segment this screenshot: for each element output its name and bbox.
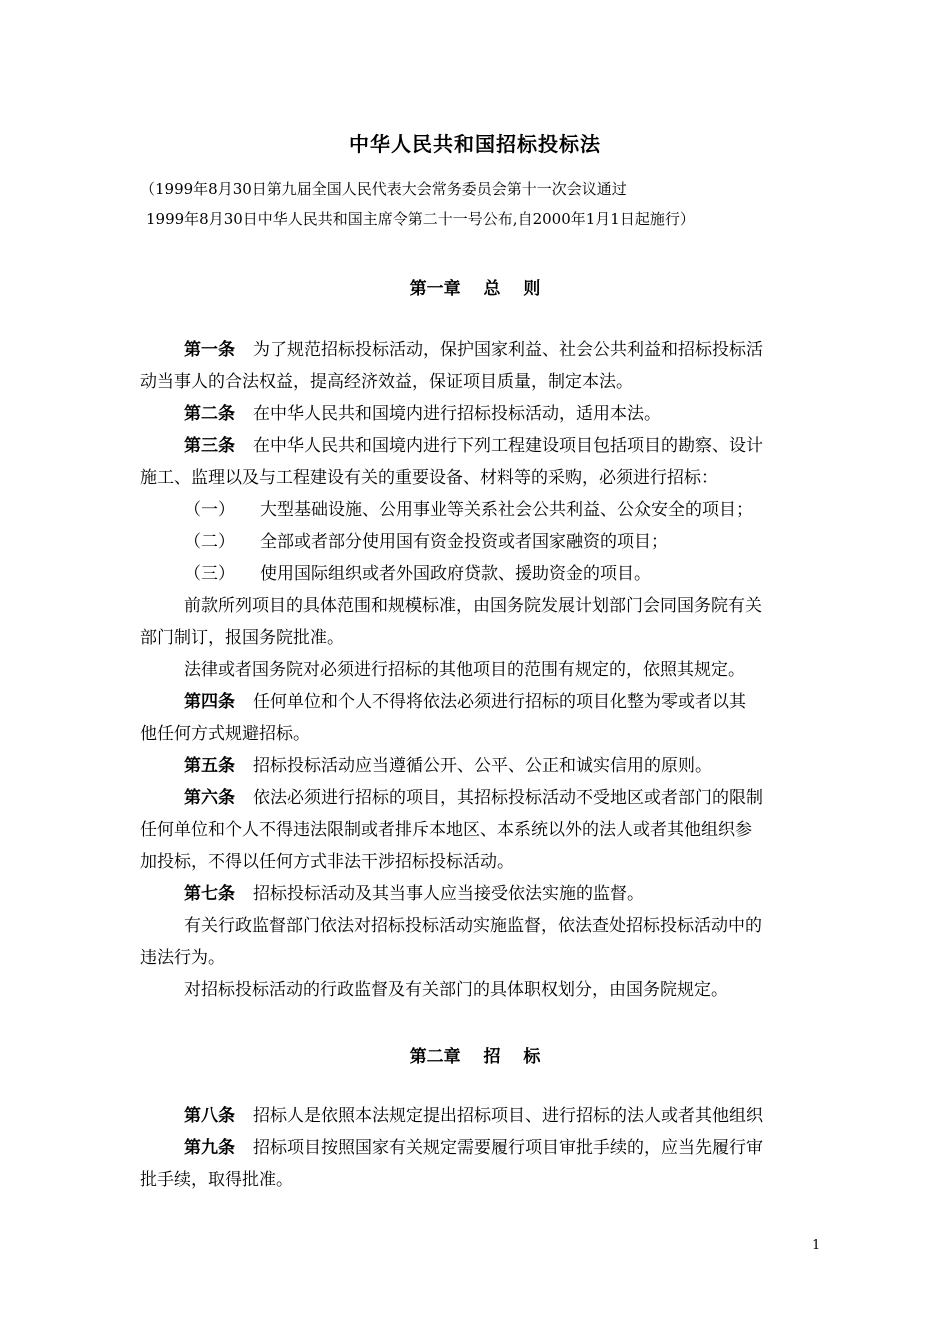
page-number: 1	[812, 1238, 821, 1253]
article-3-item-1	[184, 498, 753, 522]
item-text: 使用国际组织或者外国政府贷款、援助资金的项目。	[260, 564, 651, 584]
article-1-continuation: 动当事人的合法权益，提高经济效益，保证项目质量，制定本法。	[140, 372, 633, 392]
article-3-continuation: 施工、监理以及与工程建设有关的重要设备、材料等的采购，必须进行招标：	[140, 468, 718, 488]
article-7-text: 招标投标活动及其当事人应当接受依法实施的监督。	[253, 884, 644, 904]
article-2-text: 在中华人民共和国境内进行招标投标活动，适用本法。	[253, 404, 661, 424]
article-4-text: 任何单位和个人不得将依法必须进行招标的项目化整为零或者以其	[253, 692, 746, 712]
article-1	[184, 338, 763, 362]
article-2-label: 第二条	[184, 404, 235, 424]
item-text: 全部或者部分使用国有资金投资或者国家融资的项目；	[260, 532, 668, 552]
article-2	[184, 402, 661, 426]
article-7-label: 第七条	[184, 884, 235, 904]
article-9-text: 招标项目按照国家有关规定需要履行项目审批手续的，应当先履行审	[253, 1138, 763, 1158]
article-8-text: 招标人是依照本法规定提出招标项目、进行招标的法人或者其他组织	[253, 1106, 763, 1126]
article-8-label: 第八条	[184, 1106, 235, 1126]
article-5-label: 第五条	[184, 756, 235, 776]
adoption-note: （1999年8月30日第九届全国人民代表大会常务委员会第十一次会议通过	[140, 180, 627, 198]
promulgation-note: 1999年8月30日中华人民共和国主席令第二十一号公布,自2000年1月1日起施行）	[146, 210, 695, 228]
article-3-item-2	[184, 530, 668, 554]
article-6	[184, 786, 763, 810]
article-1-label: 第一条	[184, 340, 235, 360]
item-number: （三）	[184, 564, 235, 584]
article-4-continuation: 他任何方式规避招标。	[140, 724, 310, 744]
article-6-continuation: 任何单位和个人不得违法限制或者排斥本地区、本系统以外的法人或者其他组织参	[140, 820, 752, 840]
article-6-label: 第六条	[184, 788, 235, 808]
item-text: 大型基础设施、公用事业等关系社会公共利益、公众安全的项目；	[260, 500, 753, 520]
article-3-paragraph-3: 法律或者国务院对必须进行招标的其他项目的范围有规定的，依照其规定。	[184, 660, 745, 680]
article-5-text: 招标投标活动应当遵循公开、公平、公正和诚实信用的原则。	[253, 756, 712, 776]
article-3-paragraph-2-continuation: 部门制订，报国务院批准。	[140, 628, 344, 648]
article-7	[184, 882, 644, 906]
article-5	[184, 754, 712, 778]
article-7-paragraph-3: 对招标投标活动的行政监督及有关部门的具体职权划分，由国务院规定。	[184, 980, 728, 1000]
article-4	[184, 690, 746, 714]
article-9-continuation: 批手续，取得批准。	[140, 1170, 293, 1190]
article-9-label: 第九条	[184, 1138, 235, 1158]
chapter-2-heading: 第二章 招 标	[409, 1047, 541, 1067]
article-6-text: 依法必须进行招标的项目，其招标投标活动不受地区或者部门的限制	[253, 788, 763, 808]
article-3-label: 第三条	[184, 436, 235, 456]
item-number: （二）	[184, 532, 235, 552]
item-number: （一）	[184, 500, 235, 520]
article-1-text: 为了规范招标投标活动，保护国家利益、社会公共利益和招标投标活	[253, 340, 763, 360]
article-9	[184, 1136, 763, 1160]
article-3-text: 在中华人民共和国境内进行下列工程建设项目包括项目的勘察、设计	[253, 436, 763, 456]
article-3	[184, 434, 763, 458]
chapter-1-heading: 第一章 总 则	[409, 279, 541, 299]
article-6-continuation-2: 加投标，不得以任何方式非法干涉招标投标活动。	[140, 852, 514, 872]
article-4-label: 第四条	[184, 692, 235, 712]
article-7-paragraph-2-continuation: 违法行为。	[140, 948, 225, 968]
article-7-paragraph-2: 有关行政监督部门依法对招标投标活动实施监督，依法查处招标投标活动中的	[184, 916, 762, 936]
article-3-item-3	[184, 562, 651, 586]
article-3-paragraph-2: 前款所列项目的具体范围和规模标准，由国务院发展计划部门会同国务院有关	[184, 596, 762, 616]
document-title: 中华人民共和国招标投标法	[349, 132, 601, 156]
article-8	[184, 1104, 763, 1128]
